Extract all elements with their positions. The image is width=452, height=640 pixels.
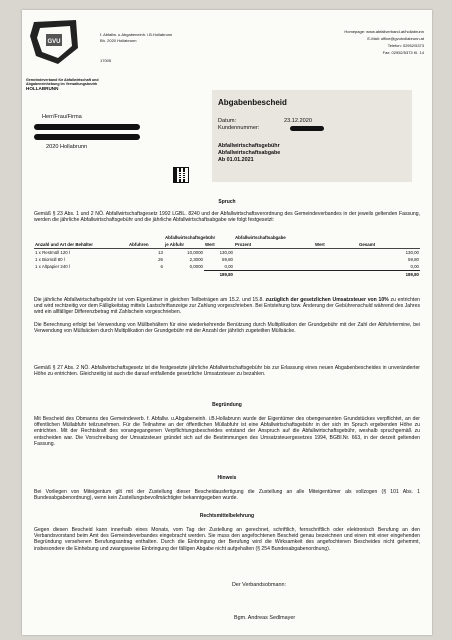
sum-gesamt: 189,80 [358,271,420,279]
table-cell: 1 x Biomüll 80 l [35,257,65,262]
sum-wert: 189,80 [204,271,234,279]
column-header: Abfuhren [128,241,164,249]
fax-text: Fax: 02952/5373 Kl. 14 [382,50,424,55]
sender-address [100,32,172,43]
customer-number-label: Kundennummer: [218,125,260,131]
redacted-name [34,124,140,130]
email-text: E-Mail: office@gvuhollabrunn.at [367,36,424,41]
payment-text-a: Die jährliche Abfallwirtschaftsgebühr ist vom Eigentümer in gleichen Teilbeträgen am 15.2. und 15.8. [34,297,264,303]
spruch-intro: Gemäß § 23 Abs. 1 und 2 NÖ. Abfallwirtschaftsgesetz 1992 LGBL. 8240 und der Abfallwirtschaftsverordnung des Gemeindeverbandes in der jeweils geltenden Fassung, werden die jährliche Abfallwirtschaftsgebühr und die jährliche Abfallwirtschaftsabgabe wie folgt festgesetzt: [34,211,420,224]
table-cell [234,249,314,257]
group-header-abgabe: Abfallwirtschaftsabgabe [235,235,286,240]
spruch-heading: Spruch [218,199,236,205]
table-cell [314,249,358,257]
table-cell: 130,00 [219,250,233,255]
date-label: Datum: [218,118,237,124]
date-value: 23.12.2020 [284,118,312,124]
organization-logo [28,18,82,66]
payment-text-bold: zuzüglich der gesetzlichen Umsatzsteuer von 10% [265,297,389,303]
fee-table [34,234,420,278]
sender-line-2: Bh. 2020 Hollabrunn [100,37,137,43]
rechtsmittel-text: Gegen diesen Bescheid kann innerhalb eines Monats, vom Tag der Zustellung an gerechnet, schriftlich, fernschriftlich oder elektronisch Berufung an den Verbandsvorstand beim Amt des Gemeindeverbandes eingebracht werden. Sie muss den angefochtenen Bescheid genau bezeichnen und einen mit einer eingehenden Begründung versehenen Berufungsantrag enthalten. Durch die Einbringung der Berufung wird die Wirksamkeit des angefochtenen Bescheides nicht gehemmt, insbesondere die Einhebung und zwangsweise Einbringung der fälligen Abgabe nicht aufgehalten (§ 254 Bundesabgabenordnung). [34,527,420,552]
table-cell: 26 [158,257,163,262]
table-cell: 10,0000 [187,250,203,255]
contact-block [344,28,424,56]
reference-number: 17005 [100,58,112,63]
sum-row [34,271,420,279]
redacted-customer-number [290,126,324,131]
begruendung-text: Mit Bescheid des Obmanns des Gemeindeverb. f. Abfallw. u.Abgabeneinh. i.B.Hollabrunn wurde der Eigentümer des obengenannten Grundstückes verpflichtet, an der öffentlichen Müllabfuhr teilzunehmen. Für die Teilnahme an der öffentlichen Müllabfuhr ist eine Abfallwirtschaftsgebühr in der sich im Spruch ergebenden Höhe zu entrichten. Mit der Rechtskraft des vorangegangenen Verpflichtungsbescheides entstand der Anspruch auf die Abfallwirtschaftsgebühr, weshalb spruchgemäß zu entscheiden war. Die Vorschreibung der Umsatzsteuer gründet sich auf die Bestimmungen des Umsatzsteuergesetzes 1994, BGBl.Nr. 663, in der derzeit geltenden Fassung. [34,416,420,447]
table-cell: 0,00 [410,264,419,269]
table-row [34,249,420,257]
table-cell: 1 x Restmüll 120 l [35,250,70,255]
signature-name: Bgm. Andreas Sedlmayer [234,615,296,621]
redacted-street [34,134,140,140]
document-title: Abgabenbescheid [218,98,287,107]
sender-line-1: f. Abfallw. u.Abgabeneinh. i.B.Hollabrunn [100,32,173,37]
table-cell [314,263,358,271]
table-row [34,263,420,271]
column-header: Anzahl und Art der Behälter [34,241,128,249]
recipient-city: 2020 Hollabrunn [46,144,88,150]
column-header: Wert [204,241,234,249]
org-line-3: HOLLABRUNN [26,85,59,91]
fee-types [218,143,280,164]
fee-line-1: Abfallwirtschaftsgebühr [218,143,280,149]
qr-code [174,168,188,182]
table-row [34,256,420,263]
begruendung-heading: Begründung [212,402,242,408]
table-cell [234,263,314,271]
group-header-gebuehr: Abfallwirtschaftsgebühr [165,235,216,240]
table-cell [234,256,314,263]
svg-text:GVU: GVU [47,39,61,45]
hinweis-heading: Hinweis [217,475,237,481]
table-cell: 1 x Altpapier 240 l [35,264,70,270]
letter-page [22,10,432,635]
hinweis-text: Bei Vorliegen von Miteigentum gilt mit der Zustellung dieser Bescheidausfertigung die Zustellung an alle Miteigentümer als vollzogen (§ 101 Abs. 1 Bundesabgabenordnung), wenn kein Zustellungsbevollmächtigter bekanntgegeben wurde. [34,489,420,502]
table-cell [314,256,358,263]
info-box [212,90,412,182]
org-line-2: Abgabeneinhebung im Verwaltungsbezirk [26,82,98,87]
table-cell: 6 [160,264,163,270]
payment-paragraph [34,297,420,316]
recipient-salutation: Herr/Frau/Firma [42,114,82,120]
table-cell: 59,80 [408,257,419,262]
fee-line-2: Abfallwirtschaftsabgabe [218,150,281,156]
table-cell: 0,00 [224,264,233,269]
validity-paragraph: Gemäß § 27 Abs. 2 NÖ. Abfallwirtschaftsgesetz ist die festgesetzte jährliche Abfallwirtschaftsgebühr bis zur Erlassung eines neuen Abgabenbescheides in unveränderter Höhe zu entrichten. Gleichzeitig ist auch die darauf entfallende gesetzliche Umsatzsteuer zu bezahlen. [34,365,420,378]
table-cell: 59,80 [222,257,233,262]
column-header: je Abfuhr [164,241,204,249]
table-cell: 0,0000 [189,264,203,270]
fee-line-3: Ab 01.01.2021 [218,157,254,163]
table-cell: 13 [158,250,163,255]
payment-text-b: zu entrichten und wird rechtzeitig vor dem Fälligkeitstag mittels Lastschriftanzeige zur Zahlung vorgeschrieben. Bei Entstehung bzw. Änderung der Gebührenschuld während des Jahres wird ein allfälliger Differenzbetrag mit Zahlschein vorgeschrieben. [34,297,420,316]
rechtsmittel-heading: Rechtsmittelbelehrung [199,513,255,519]
org-line-1: Gemeindeverband für Abfallwirtschaft und [26,78,99,82]
signature-role: Der Verbandsobmann: [232,582,286,588]
homepage-text: Homepage: www.abfallverband.at/hollabrunn [344,29,424,34]
calculation-paragraph: Die Berechnung erfolgt bei Verwendung von Müllbehältern für eine wiederkehrende Benützung durch Multiplikation der Grundgebühr mit der Zahl der Abfuhrtermine, bei Verwendung von Müllsäcken durch Multiplikation der Grundgebühr mit der Anzahl der jährlich zugeteilten Müllsäcke. [34,322,420,335]
column-header: Prozent [234,241,314,249]
table-cell: 2,3000 [189,257,203,262]
phone-text: Telefon: 02952/5373 [387,43,424,48]
organization-name [26,78,106,91]
column-header: Wert [314,241,358,249]
column-header: Gesamt [358,241,420,249]
table-cell: 130,00 [405,250,419,255]
